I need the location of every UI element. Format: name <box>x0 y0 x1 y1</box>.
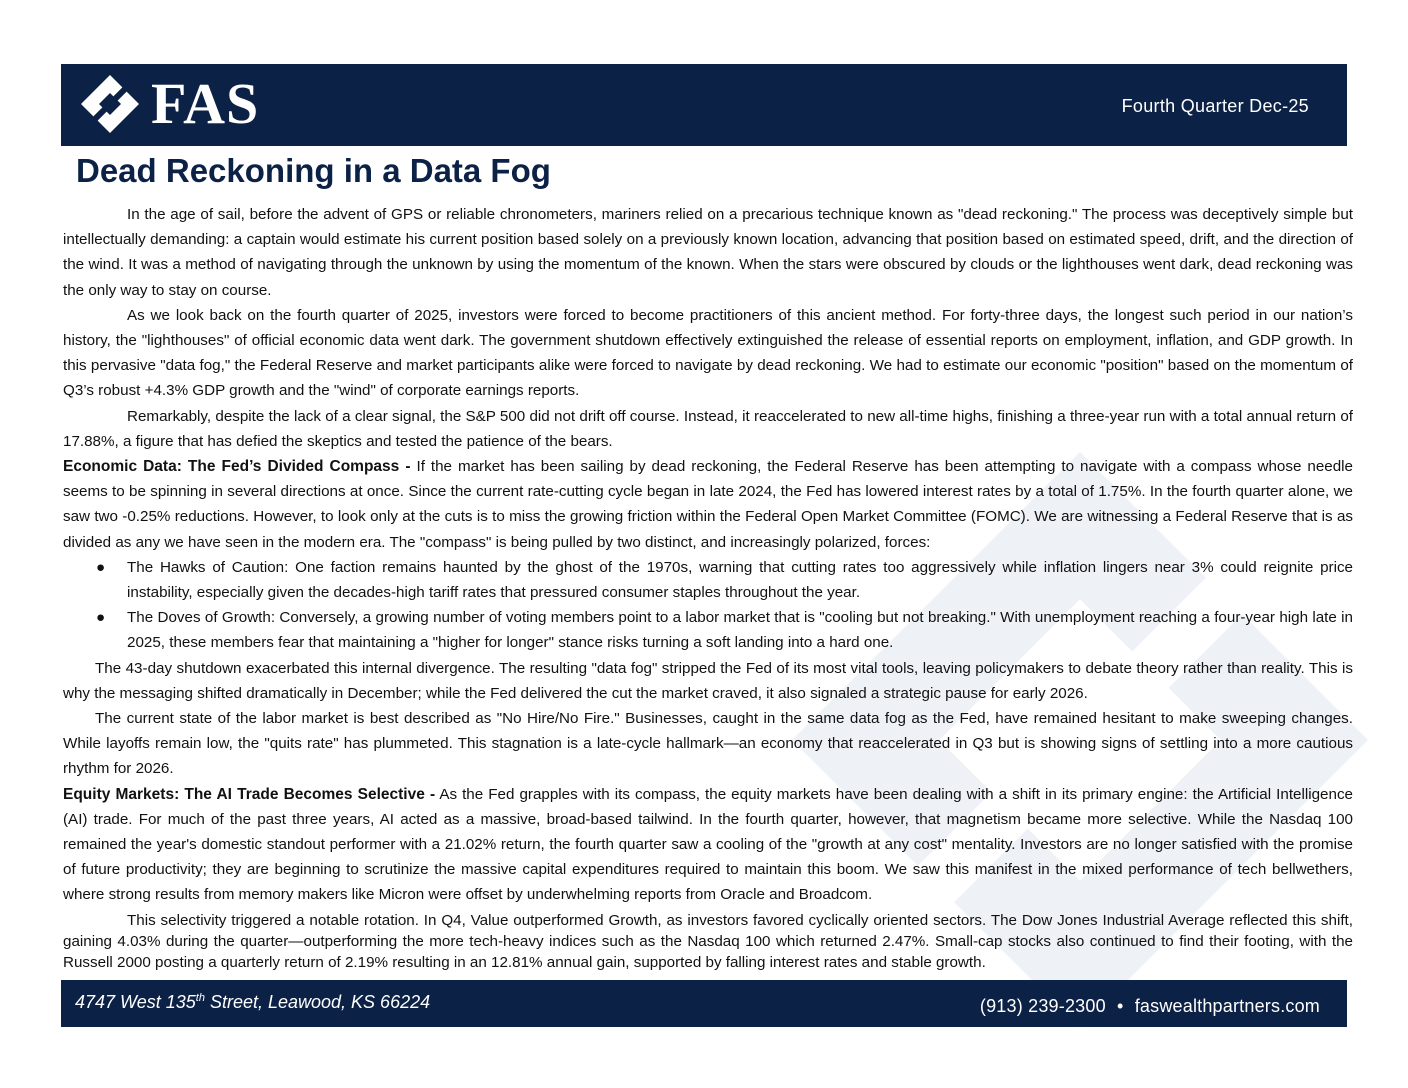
footer-contact <box>980 996 1320 1017</box>
bullet-text: The Hawks of Caution: One faction remains haunted by the ghost of the 1970s, warning that cutting rates too aggressively while inflation lingers near 3% could reignite price instability, especially given the decades-high tariff rates that pressured consumer staples throughout the year. <box>127 558 1353 602</box>
economic-paragraph-1: The 43-day shutdown exacerbated this internal divergence. The resulting "data fog" stripped the Fed of its most vital tools, leaving policymakers to debate theory rather than reality. This is why the messaging shifted dramatically in December; while the Fed delivered the cut the market craved, it also signaled a strategic pause for early 2026. <box>63 659 1353 702</box>
economic-paragraph-2: The current state of the labor market is best described as "No Hire/No Fire." Businesses, caught in the same data fog as the Fed, have remained hesitant to make sweeping changes. While layoffs remain low, the "quits rate" has plummeted. This stagnation is a late-cycle hallmark—an economy that reaccelerated in Q3 but is showing signs of settling into a more cautious rhythm for 2026. <box>63 710 1353 778</box>
intro-paragraph-3: Remarkably, despite the lack of a clear signal, the S&P 500 did not drift off course. Instead, it reaccelerated to new all-time highs, finishing a three-year run with a total annual return of 17.88%, a figure that has defied the skeptics and tested the patience of the bears. <box>63 407 1353 450</box>
separator-dot: • <box>1117 996 1124 1016</box>
compass-forces-list <box>63 555 1353 656</box>
equity-heading: Equity Markets: The AI Trade Becomes Selective - <box>63 785 436 803</box>
diamond-icon <box>79 73 141 135</box>
economic-text: If the market has been sailing by dead reckoning, the Federal Reserve has been attempting to navigate with a compass whose needle seems to be spinning in several directions at once. Since the current rate-cutting cycle began in late 2024, the Fed has lowered interest rates by a total of 1.75%. In the fourth quarter alone, we saw two -0.25% reductions. However, to look only at the cuts is to miss the growing friction within the Federal Open Market Committee (FOMC). We are witnessing a Federal Reserve that is as divided as any we have seen in the modern era. The "compass" is being pulled by two distinct, and increasingly polarized, forces: <box>63 458 1353 551</box>
page-title: Dead Reckoning in a Data Fog <box>76 152 551 189</box>
quarter-label: Fourth Quarter Dec-25 <box>1121 96 1309 116</box>
list-item <box>63 555 1353 605</box>
phone-number: (913) 239-2300 <box>979 996 1106 1016</box>
article-body <box>63 202 1353 973</box>
address-street-number: 4747 West 135 <box>75 992 196 1012</box>
address-ordinal: th <box>195 992 205 1004</box>
address-rest: Street, Leawood, KS 66224 <box>204 992 431 1012</box>
equity-section <box>63 782 1353 908</box>
intro-paragraph-1: In the age of sail, before the advent of GPS or reliable chronometers, mariners relied on a precarious technique known as "dead reckoning." The process was deceptively simple but intellectually demanding: a captain would estimate his current position based solely on a previously known location, advancing that position based on estimated speed, drift, and the direction of the wind. It was a method of navigating through the unknown by using the momentum of the known. When the stars were obscured by clouds or the lighthouses went dark, dead reckoning was the only way to stay on course. <box>63 206 1353 299</box>
intro-paragraph-2: As we look back on the fourth quarter of 2025, investors were forced to become practitioners of this ancient method. For forty-three days, the longest such period in our nation’s history, the "lighthouses" of official economic data went dark. The government shutdown effectively extinguished the release of essential reports on employment, inflation, and GDP growth. In this pervasive "data fog," the Federal Reserve and market participants alike were forced to navigate by dead reckoning. We had to estimate our economic "position" based on the momentum of Q3’s robust +4.3% GDP growth and the "wind" of corporate earnings reports. <box>63 306 1353 400</box>
equity-text: As the Fed grapples with its compass, the equity markets have been dealing with a shift in its primary engine: the Artificial Intelligence (AI) trade. For much of the past three years, AI acted as a massive, broad-based tailwind. In the fourth quarter, however, that magnetism became more selective. While the Nasdaq 100 remained the year's domestic standout performer with a 21.02% return, the fourth quarter saw a cooling of the "growth at any cost" mentality. Investors are no longer satisfied with the promise of future productivity; they are beginning to scrutinize the massive capital expenditures required to maintain this boom. We saw this manifest in the mixed performance of tech bellwethers, where strong results from memory makers like Micron were offset by underwhelming reports from Oracle and Broadcom. <box>63 785 1353 904</box>
economic-heading: Economic Data: The Fed’s Divided Compass - <box>63 458 411 476</box>
economic-section <box>63 454 1353 555</box>
footer-bar <box>61 980 1347 1027</box>
logo-text: FAS <box>151 71 260 136</box>
list-item <box>63 605 1353 655</box>
header-bar <box>61 64 1347 146</box>
website-link[interactable]: faswealthpartners.com <box>1134 996 1320 1016</box>
equity-paragraph: This selectivity triggered a notable rotation. In Q4, Value outperformed Growth, as investors favored cyclically oriented sectors. The Dow Jones Industrial Average reflected this shift, gaining 4.03% during the quarter—outperforming the more tech-heavy indices such as the Nasdaq 100 which returned 2.47%. Small-cap stocks also continued to find their footing, with the Russell 2000 posting a quarterly return of 2.19% resulting in an 12.81% annual gain, supported by falling interest rates and stable growth. <box>63 911 1353 971</box>
bullet-icon: ● <box>96 609 106 627</box>
footer-address <box>75 992 430 1013</box>
logo <box>79 73 259 135</box>
bullet-text: The Doves of Growth: Conversely, a growing number of voting members point to a labor market that is "cooling but not breaking." With unemployment reaching a four-year high late in 2025, these members fear that maintaining a "higher for longer" stance risks turning a soft landing into a hard one. <box>127 609 1353 652</box>
bullet-icon: ● <box>96 558 106 576</box>
